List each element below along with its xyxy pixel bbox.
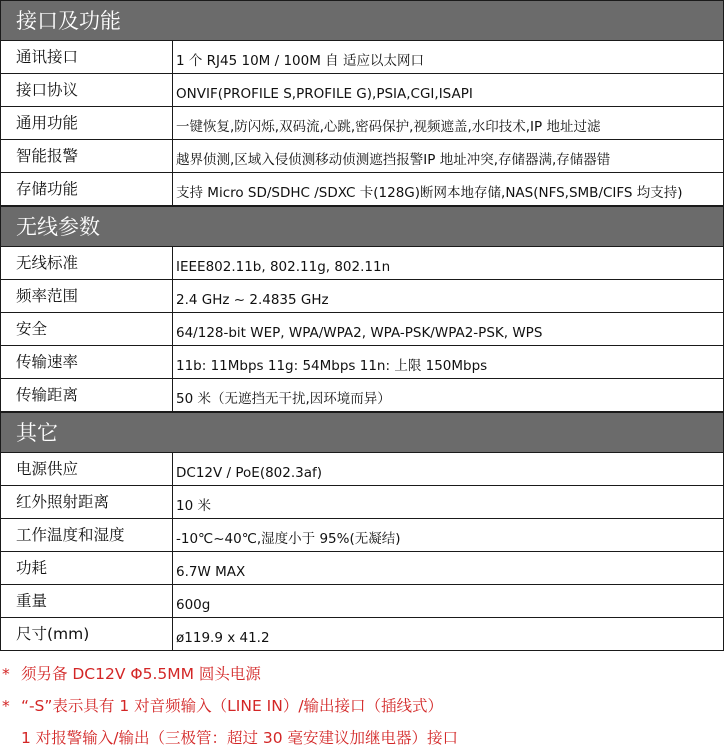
spec-key: 功耗 <box>1 552 173 585</box>
footnote-text: 1 对报警输入/输出（三极管：超过 30 毫安建议加继电器）接口 <box>20 729 459 747</box>
spec-key: 接口协议 <box>1 74 173 107</box>
table-row <box>1 552 724 585</box>
footnote-text: 须另备 DC12V Φ5.5MM 圆头电源 <box>20 665 261 683</box>
spec-value: 600g <box>173 585 724 618</box>
table-row <box>1 74 724 107</box>
spec-key: 安全 <box>1 313 173 346</box>
spec-key: 传输距离 <box>1 379 173 412</box>
spec-value: IEEE802.11b, 802.11g, 802.11n <box>173 247 724 280</box>
spec-key: 红外照射距离 <box>1 486 173 519</box>
spec-key: 重量 <box>1 585 173 618</box>
spec-key: 传输速率 <box>1 346 173 379</box>
spec-key: 电源供应 <box>1 453 173 486</box>
spec-value: 6.7W MAX <box>173 552 724 585</box>
spec-key: 通用功能 <box>1 107 173 140</box>
footnote-text: “-S”表示具有 1 对音频输入（LINE IN）/输出接口（插线式） <box>20 697 444 715</box>
spec-value: 2.4 GHz ~ 2.4835 GHz <box>173 280 724 313</box>
spec-table-other <box>0 452 724 651</box>
spec-key: 通讯接口 <box>1 41 173 74</box>
footnotes <box>0 658 724 754</box>
table-row <box>1 618 724 651</box>
footnote <box>0 658 724 690</box>
spec-value: DC12V / PoE(802.3af) <box>173 453 724 486</box>
spec-key: 智能报警 <box>1 140 173 173</box>
table-row <box>1 280 724 313</box>
spec-value: 一键恢复,防闪烁,双码流,心跳,密码保护,视频遮盖,水印技术,IP 地址过滤 <box>173 107 724 140</box>
section-title-wireless: 无线参数 <box>0 206 724 246</box>
spec-value: 11b: 11Mbps 11g: 54Mbps 11n: 上限 150Mbps <box>173 346 724 379</box>
table-row <box>1 41 724 74</box>
asterisk-mark: * <box>2 697 10 715</box>
spec-key: 尺寸(mm) <box>1 618 173 651</box>
table-row <box>1 486 724 519</box>
footnote <box>0 722 724 754</box>
table-row <box>1 173 724 206</box>
spec-key: 工作温度和湿度 <box>1 519 173 552</box>
table-row <box>1 519 724 552</box>
spec-value: 50 米（无遮挡无干扰,因环境而异） <box>173 379 724 412</box>
table-row <box>1 313 724 346</box>
table-row <box>1 107 724 140</box>
table-row <box>1 140 724 173</box>
spec-value: 10 米 <box>173 486 724 519</box>
spec-value: 支持 Micro SD/SDHC /SDXC 卡(128G)断网本地存储,NAS(NFS,SMB/CIFS 均支持) <box>173 173 724 206</box>
asterisk-mark: * <box>2 665 10 683</box>
table-row <box>1 379 724 412</box>
spec-table-wireless <box>0 246 724 412</box>
table-row <box>1 247 724 280</box>
spec-value: 64/128-bit WEP, WPA/WPA2, WPA-PSK/WPA2-PSK, WPS <box>173 313 724 346</box>
section-title-other: 其它 <box>0 412 724 452</box>
table-row <box>1 346 724 379</box>
spec-key: 频率范围 <box>1 280 173 313</box>
spec-value: 1 个 RJ45 10M / 100M 自 适应以太网口 <box>173 41 724 74</box>
spec-value: -10℃~40℃,湿度小于 95%(无凝结) <box>173 519 724 552</box>
spec-key: 存储功能 <box>1 173 173 206</box>
spec-value: ONVIF(PROFILE S,PROFILE G),PSIA,CGI,ISAPI <box>173 74 724 107</box>
table-row <box>1 453 724 486</box>
spec-table-interfaces <box>0 40 724 206</box>
footnote <box>0 690 724 722</box>
spec-value: ø119.9 x 41.2 <box>173 618 724 651</box>
table-row <box>1 585 724 618</box>
spec-value: 越界侦测,区域入侵侦测移动侦测遮挡报警IP 地址冲突,存储器满,存储器错 <box>173 140 724 173</box>
section-title-interfaces: 接口及功能 <box>0 0 724 40</box>
spec-key: 无线标准 <box>1 247 173 280</box>
